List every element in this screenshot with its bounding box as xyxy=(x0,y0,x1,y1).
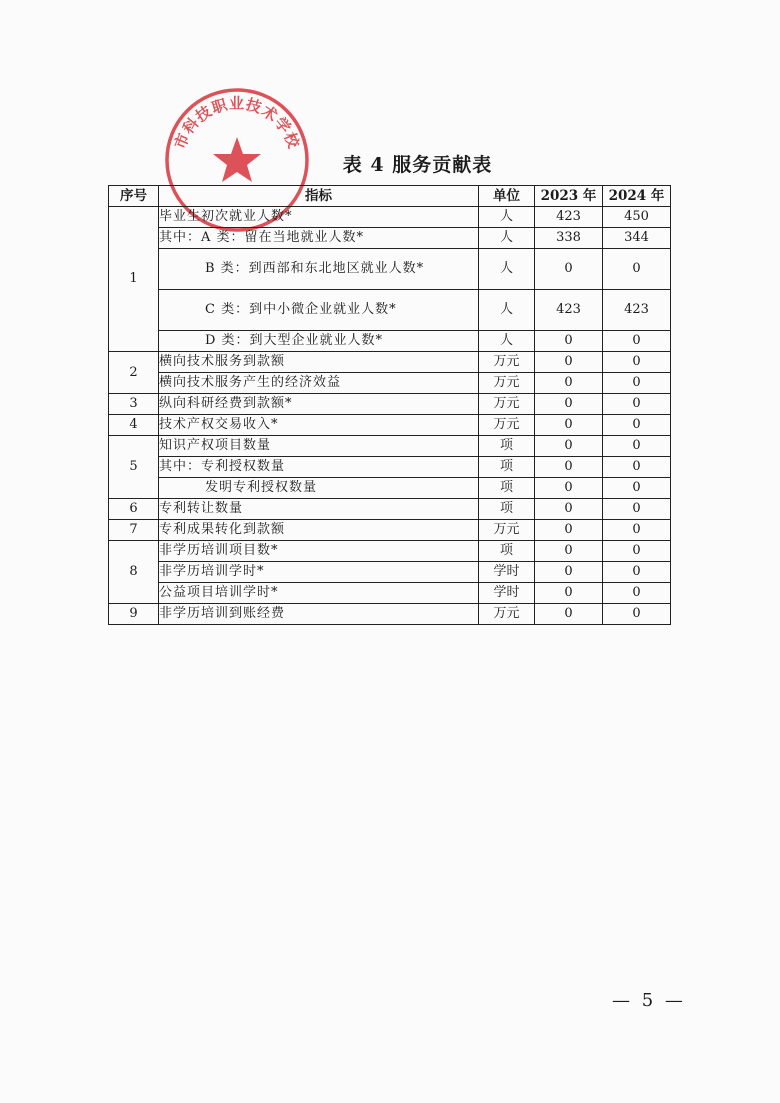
value-2024-cell: 450 xyxy=(603,207,671,228)
value-2024-cell: 0 xyxy=(603,394,671,415)
indicator-cell: 知识产权项目数量 xyxy=(159,436,479,457)
table-row xyxy=(109,249,671,290)
value-2023-cell: 0 xyxy=(535,499,603,520)
indicator-cell: 专利成果转化到款额 xyxy=(159,520,479,541)
value-2023-cell: 338 xyxy=(535,228,603,249)
table-row xyxy=(109,373,671,394)
unit-cell: 项 xyxy=(479,499,535,520)
service-contribution-table xyxy=(108,185,671,625)
value-2023-cell: 423 xyxy=(535,290,603,331)
seq-cell: 5 xyxy=(109,436,159,499)
table-row xyxy=(109,352,671,373)
value-2023-cell: 0 xyxy=(535,604,603,625)
indicator-cell: 其中：专利授权数量 xyxy=(159,457,479,478)
unit-cell: 万元 xyxy=(479,352,535,373)
unit-cell: 人 xyxy=(479,249,535,290)
seq-cell: 9 xyxy=(109,604,159,625)
indicator-cell: 技术产权交易收入* xyxy=(159,415,479,436)
page-number: — 5 — xyxy=(612,990,686,1011)
indicator-cell: C 类：到中小微企业就业人数* xyxy=(159,290,479,331)
unit-cell: 万元 xyxy=(479,604,535,625)
indicator-cell: 横向技术服务到款额 xyxy=(159,352,479,373)
value-2024-cell: 0 xyxy=(603,415,671,436)
seq-cell: 1 xyxy=(109,207,159,352)
seq-cell: 6 xyxy=(109,499,159,520)
value-2024-cell: 0 xyxy=(603,520,671,541)
table-row xyxy=(109,604,671,625)
seq-cell: 8 xyxy=(109,541,159,604)
seq-cell: 4 xyxy=(109,415,159,436)
value-2023-cell: 0 xyxy=(535,249,603,290)
table-row xyxy=(109,415,671,436)
indicator-cell: 毕业生初次就业人数* xyxy=(159,207,479,228)
value-2024-cell: 0 xyxy=(603,373,671,394)
value-2023-cell: 0 xyxy=(535,457,603,478)
unit-cell: 项 xyxy=(479,436,535,457)
indicator-cell: 其中：A 类：留在当地就业人数* xyxy=(159,228,479,249)
indicator-cell: D 类：到大型企业就业人数* xyxy=(159,331,479,352)
value-2024-cell: 344 xyxy=(603,228,671,249)
unit-cell: 人 xyxy=(479,290,535,331)
unit-cell: 项 xyxy=(479,457,535,478)
indicator-cell: 横向技术服务产生的经济效益 xyxy=(159,373,479,394)
svg-text:市科技职业技术学校: 市科技职业技术学校 xyxy=(170,94,304,152)
value-2023-cell: 0 xyxy=(535,373,603,394)
indicator-cell: 专利转让数量 xyxy=(159,499,479,520)
value-2023-cell: 0 xyxy=(535,436,603,457)
table-row xyxy=(109,457,671,478)
value-2024-cell: 0 xyxy=(603,249,671,290)
unit-cell: 项 xyxy=(479,478,535,499)
indicator-cell: 非学历培训项目数* xyxy=(159,541,479,562)
indicator-cell: 纵向科研经费到款额* xyxy=(159,394,479,415)
seq-cell: 7 xyxy=(109,520,159,541)
seq-cell: 3 xyxy=(109,394,159,415)
value-2023-cell: 0 xyxy=(535,352,603,373)
value-2024-cell: 0 xyxy=(603,604,671,625)
value-2024-cell: 0 xyxy=(603,331,671,352)
value-2024-cell: 0 xyxy=(603,436,671,457)
table-row xyxy=(109,290,671,331)
indicator-cell: 非学历培训学时* xyxy=(159,562,479,583)
unit-cell: 人 xyxy=(479,207,535,228)
header-2023: 2023 年 xyxy=(535,186,603,207)
value-2024-cell: 423 xyxy=(603,290,671,331)
table-row xyxy=(109,331,671,352)
value-2024-cell: 0 xyxy=(603,457,671,478)
value-2024-cell: 0 xyxy=(603,352,671,373)
value-2023-cell: 0 xyxy=(535,520,603,541)
indicator-cell: 非学历培训到账经费 xyxy=(159,604,479,625)
value-2023-cell: 423 xyxy=(535,207,603,228)
unit-cell: 万元 xyxy=(479,520,535,541)
header-unit: 单位 xyxy=(479,186,535,207)
value-2024-cell: 0 xyxy=(603,478,671,499)
indicator-cell: 发明专利授权数量 xyxy=(159,478,479,499)
unit-cell: 项 xyxy=(479,541,535,562)
value-2023-cell: 0 xyxy=(535,583,603,604)
table-row xyxy=(109,478,671,499)
table-title: 表 4 服务贡献表 xyxy=(342,154,493,176)
value-2023-cell: 0 xyxy=(535,541,603,562)
table-row xyxy=(109,207,671,228)
table-row xyxy=(109,394,671,415)
value-2023-cell: 0 xyxy=(535,415,603,436)
unit-cell: 人 xyxy=(479,331,535,352)
header-2024: 2024 年 xyxy=(603,186,671,207)
table-row xyxy=(109,562,671,583)
table-row xyxy=(109,583,671,604)
table-header-row xyxy=(109,186,671,207)
unit-cell: 万元 xyxy=(479,415,535,436)
value-2024-cell: 0 xyxy=(603,541,671,562)
table-row xyxy=(109,499,671,520)
value-2024-cell: 0 xyxy=(603,583,671,604)
table-row xyxy=(109,541,671,562)
value-2023-cell: 0 xyxy=(535,562,603,583)
value-2024-cell: 0 xyxy=(603,562,671,583)
value-2023-cell: 0 xyxy=(535,478,603,499)
unit-cell: 万元 xyxy=(479,394,535,415)
unit-cell: 人 xyxy=(479,228,535,249)
value-2023-cell: 0 xyxy=(535,331,603,352)
unit-cell: 学时 xyxy=(479,562,535,583)
table-row xyxy=(109,520,671,541)
unit-cell: 学时 xyxy=(479,583,535,604)
value-2024-cell: 0 xyxy=(603,499,671,520)
indicator-cell: B 类：到西部和东北地区就业人数* xyxy=(159,249,479,290)
value-2023-cell: 0 xyxy=(535,394,603,415)
header-seq: 序号 xyxy=(109,186,159,207)
indicator-cell: 公益项目培训学时* xyxy=(159,583,479,604)
table-row xyxy=(109,436,671,457)
seq-cell: 2 xyxy=(109,352,159,394)
header-indicator: 指标 xyxy=(159,186,479,207)
unit-cell: 万元 xyxy=(479,373,535,394)
table-row xyxy=(109,228,671,249)
